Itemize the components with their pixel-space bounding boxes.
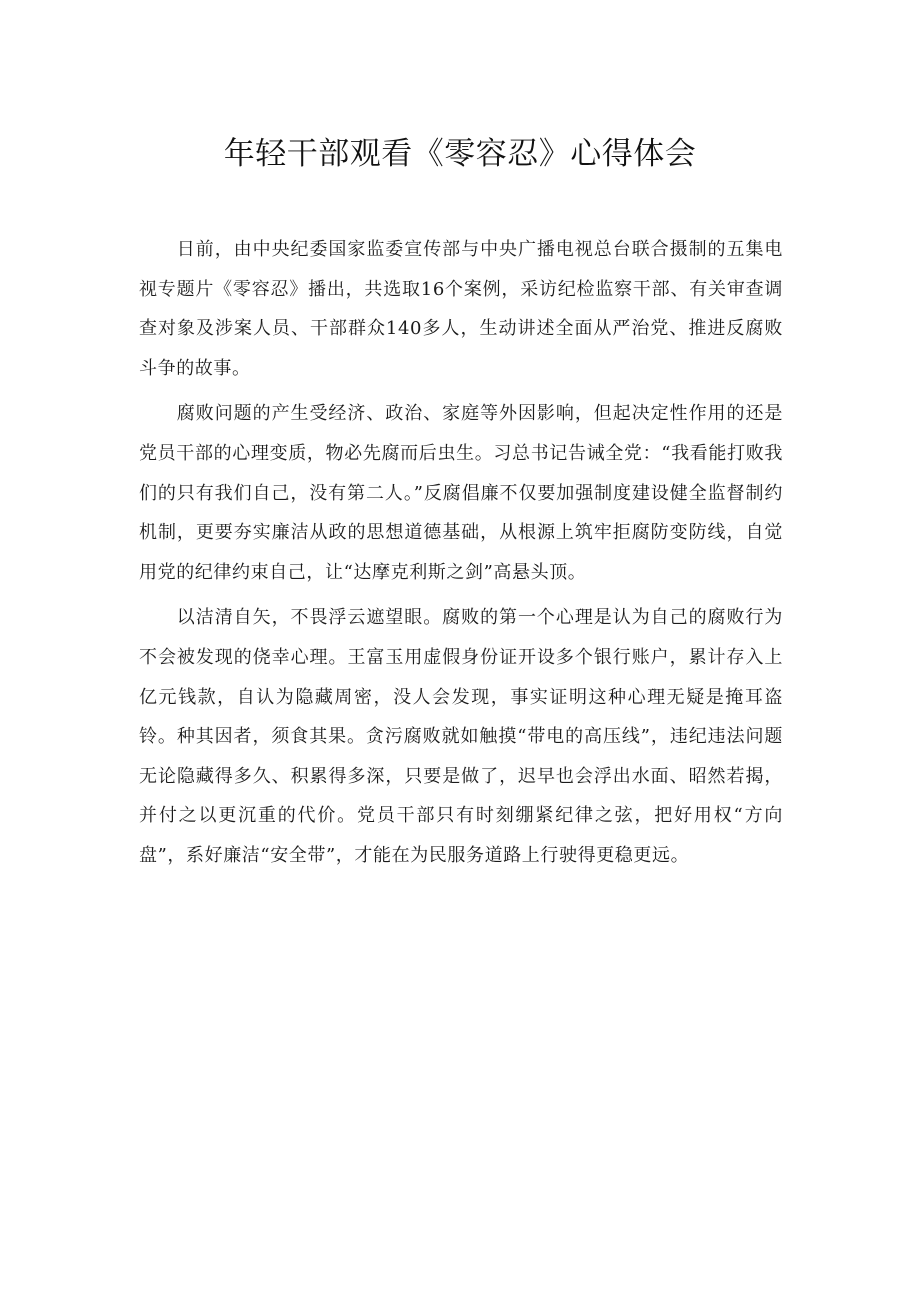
paragraph-3: 以洁清自矢，不畏浮云遮望眼。腐败的第一个心理是认为自己的腐败行为不会被发现的侥幸心理。王富玉用虚假身份证开设多个银行账户，累计存入上亿元钱款，自认为隐藏周密，没人会发现，事实证明这种心理无疑是掩耳盗铃。种其因者，须食其果。贪污腐败就如触摸“带电的高压线”，违纪违法问题无论隐藏得多久、积累得多深，只要是做了，迟早也会浮出水面、昭然若揭，并付之以更沉重的代价。党员干部只有时刻绷紧纪律之弦，把好用权“方向盘”，系好廉洁“安全带”，才能在为民服务道路上行驶得更稳更远。: [139, 607, 783, 866]
document-title: 年轻干部观看《零容忍》心得体会: [223, 136, 697, 172]
paragraph-1: 日前，由中央纪委国家监委宣传部与中央广播电视总台联合摄制的五集电视专题片《零容忍》播出，共选取16个案例，采访纪检监察干部、有关审查调查对象及涉案人员、干部群众140多人，生动讲述全面从严治党、推进反腐败斗争的故事。: [139, 239, 783, 379]
document-body: [139, 230, 783, 882]
paragraph-2: 腐败问题的产生受经济、政治、家庭等外因影响，但起决定性作用的还是党员干部的心理变质，物必先腐而后虫生。习总书记告诫全党：“我看能打败我们的只有我们自己，没有第二人。”反腐倡廉不仅要加强制度建设健全监督制约机制，更要夯实廉洁从政的思想道德基础，从根源上筑牢拒腐防变防线，自觉用党的纪律约束自己，让“达摩克利斯之剑”高悬头顶。: [139, 403, 783, 583]
